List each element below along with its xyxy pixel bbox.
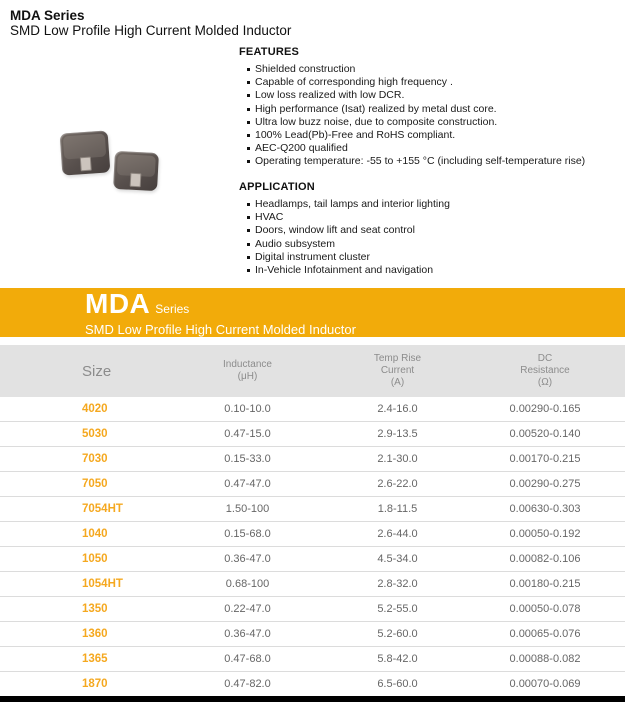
dc-resistance-value: 0.00630-0.303 <box>509 503 581 515</box>
banner-subtitle: SMD Low Profile High Current Molded Inductor <box>85 322 356 337</box>
size-code-link[interactable]: 1054HT <box>82 578 123 590</box>
bullet-icon <box>247 243 250 246</box>
size-code-link[interactable]: 4020 <box>82 403 108 415</box>
bullet-icon <box>247 94 250 97</box>
column-header-size: Size <box>82 362 112 380</box>
temp-rise-current-value: 1.8-11.5 <box>377 503 418 515</box>
banner-series-label: Series <box>155 302 190 316</box>
inductance-value: 0.22-47.0 <box>224 603 271 615</box>
application-text: Headlamps, tail lamps and interior lighting <box>255 198 450 210</box>
dc-resistance-value: 0.00290-0.275 <box>509 478 581 490</box>
doc-header <box>10 8 291 38</box>
inductance-value: 0.47-68.0 <box>224 653 271 665</box>
banner-title <box>85 288 625 322</box>
feature-text: High performance (Isat) realized by metal dust core. <box>255 102 497 115</box>
feature-item <box>247 63 623 76</box>
application-item <box>247 264 623 277</box>
column-header-line: (Ω) <box>537 377 553 388</box>
feature-text: Capable of corresponding high frequency . <box>255 76 453 89</box>
application-text: Digital instrument cluster <box>255 250 370 263</box>
column-header-line: (A) <box>390 377 405 388</box>
temp-rise-current-value: 2.9-13.5 <box>377 428 418 440</box>
dc-resistance-value: 0.00170-0.215 <box>509 453 581 465</box>
feature-text: Operating temperature: -55 to +155 °C (including self-temperature rise) <box>255 155 586 168</box>
size-code-link[interactable]: 7030 <box>82 453 108 465</box>
bullet-icon <box>247 108 250 111</box>
series-banner <box>0 288 625 337</box>
column-header-dc-resistance <box>465 353 625 389</box>
column-header-inductance <box>165 359 330 383</box>
chip-top-face <box>63 134 107 160</box>
feature-text: Low loss realized with low DCR. <box>255 89 405 102</box>
banner-series-name: MDA <box>85 288 151 319</box>
dc-resistance-value: 0.00088-0.082 <box>509 653 581 665</box>
feature-text: AEC-Q200 qualified <box>255 142 348 155</box>
table-row <box>0 497 625 522</box>
chip-terminal <box>80 157 92 172</box>
bullet-icon <box>247 134 250 137</box>
dc-resistance-value: 0.00180-0.215 <box>509 578 581 590</box>
dc-resistance-value: 0.00082-0.106 <box>509 553 581 565</box>
dc-resistance-value: 0.00070-0.069 <box>509 678 581 690</box>
inductance-value: 0.68-100 <box>225 578 270 590</box>
features-section <box>239 46 623 169</box>
bullet-icon <box>247 216 250 219</box>
temp-rise-current-value: 2.6-44.0 <box>377 528 418 540</box>
bullet-icon <box>247 256 250 259</box>
dc-resistance-value: 0.00065-0.076 <box>509 628 581 640</box>
application-item <box>247 224 623 237</box>
feature-text: Ultra low buzz noise, due to composite construction. <box>255 115 498 128</box>
application-text: In-Vehicle Infotainment and navigation <box>255 264 434 277</box>
temp-rise-current-value: 2.1-30.0 <box>377 453 418 465</box>
bullet-icon <box>247 147 250 150</box>
feature-item <box>247 142 623 155</box>
bullet-icon <box>247 68 250 71</box>
feature-item <box>247 103 623 116</box>
inductance-value: 0.47-47.0 <box>224 478 271 490</box>
spec-table-body <box>0 397 625 697</box>
table-row <box>0 397 625 422</box>
inductance-value: 0.10-10.0 <box>224 403 271 415</box>
feature-item <box>247 129 623 142</box>
product-photo <box>55 112 235 217</box>
feature-text: 100% Lead(Pb)-Free and RoHS compliant. <box>255 129 456 142</box>
spec-table-header <box>0 345 625 397</box>
temp-rise-current-value: 4.5-34.0 <box>377 553 418 565</box>
feature-item <box>247 116 623 129</box>
temp-rise-current-value: 2.6-22.0 <box>377 478 418 490</box>
table-row <box>0 472 625 497</box>
feature-text: Shielded construction <box>255 63 356 75</box>
inductance-value: 0.47-82.0 <box>224 678 271 690</box>
column-header-line: Inductance <box>223 359 272 370</box>
size-code-link[interactable]: 5030 <box>82 428 108 440</box>
bullet-icon <box>247 229 250 232</box>
dc-resistance-value: 0.00050-0.078 <box>509 603 581 615</box>
application-list <box>239 198 623 277</box>
temp-rise-current-value: 6.5-60.0 <box>377 678 418 690</box>
feature-item <box>247 76 623 89</box>
size-code-link[interactable]: 1040 <box>82 528 108 540</box>
table-row <box>0 672 625 697</box>
table-row <box>0 597 625 622</box>
dc-resistance-value: 0.00290-0.165 <box>509 403 581 415</box>
feature-item <box>247 155 623 168</box>
bullet-icon <box>247 203 250 206</box>
table-row <box>0 547 625 572</box>
application-text: Doors, window lift and seat control <box>255 224 415 237</box>
column-header-temp-rise <box>330 353 465 389</box>
size-code-link[interactable]: 1360 <box>82 628 108 640</box>
application-item <box>247 251 623 264</box>
column-header-line: Resistance <box>520 365 570 376</box>
table-row <box>0 572 625 597</box>
application-heading: APPLICATION <box>239 181 315 193</box>
size-code-link[interactable]: 1350 <box>82 603 108 615</box>
bottom-border-bar <box>0 696 625 702</box>
inductor-chip-icon <box>113 151 159 191</box>
inductance-value: 0.47-15.0 <box>224 428 271 440</box>
inductance-value: 1.50-100 <box>225 503 270 515</box>
temp-rise-current-value: 5.2-60.0 <box>377 628 418 640</box>
application-section <box>239 181 623 277</box>
inductance-value: 0.15-68.0 <box>224 528 271 540</box>
table-row <box>0 422 625 447</box>
chip-terminal <box>130 173 142 188</box>
page-subtitle: SMD Low Profile High Current Molded Inductor <box>10 23 292 38</box>
bullet-icon <box>247 269 250 272</box>
features-heading: FEATURES <box>239 46 300 58</box>
size-code-link[interactable]: 7050 <box>82 478 108 490</box>
table-row <box>0 522 625 547</box>
application-text: HVAC <box>255 211 284 224</box>
inductor-chip-icon <box>60 130 111 175</box>
column-header-line: Temp Rise <box>373 353 422 364</box>
column-header-line: (μH) <box>237 371 258 382</box>
inductance-value: 0.36-47.0 <box>224 553 271 565</box>
size-code-link[interactable]: 1050 <box>82 553 108 565</box>
bullet-icon <box>247 81 250 84</box>
bullet-icon <box>247 121 250 124</box>
dc-resistance-value: 0.00050-0.192 <box>509 528 581 540</box>
temp-rise-current-value: 5.2-55.0 <box>377 603 418 615</box>
temp-rise-current-value: 2.8-32.0 <box>377 578 418 590</box>
table-row <box>0 447 625 472</box>
dc-resistance-value: 0.00520-0.140 <box>509 428 581 440</box>
application-text: Audio subsystem <box>255 237 335 250</box>
size-code-link[interactable]: 1365 <box>82 653 108 665</box>
size-code-link[interactable]: 7054HT <box>82 503 123 515</box>
size-code-link[interactable]: 1870 <box>82 678 108 690</box>
inductance-value: 0.15-33.0 <box>224 453 271 465</box>
features-list <box>239 63 623 169</box>
table-row <box>0 647 625 672</box>
page-title: MDA Series <box>10 8 85 23</box>
application-item <box>247 238 623 251</box>
application-item <box>247 211 623 224</box>
application-item <box>247 198 623 211</box>
column-header-line: Current <box>380 365 415 376</box>
table-row <box>0 622 625 647</box>
bullet-icon <box>247 160 250 163</box>
column-header-line: DC <box>537 353 553 364</box>
inductance-value: 0.36-47.0 <box>224 628 271 640</box>
feature-item <box>247 89 623 102</box>
temp-rise-current-value: 2.4-16.0 <box>377 403 418 415</box>
temp-rise-current-value: 5.8-42.0 <box>377 653 418 665</box>
